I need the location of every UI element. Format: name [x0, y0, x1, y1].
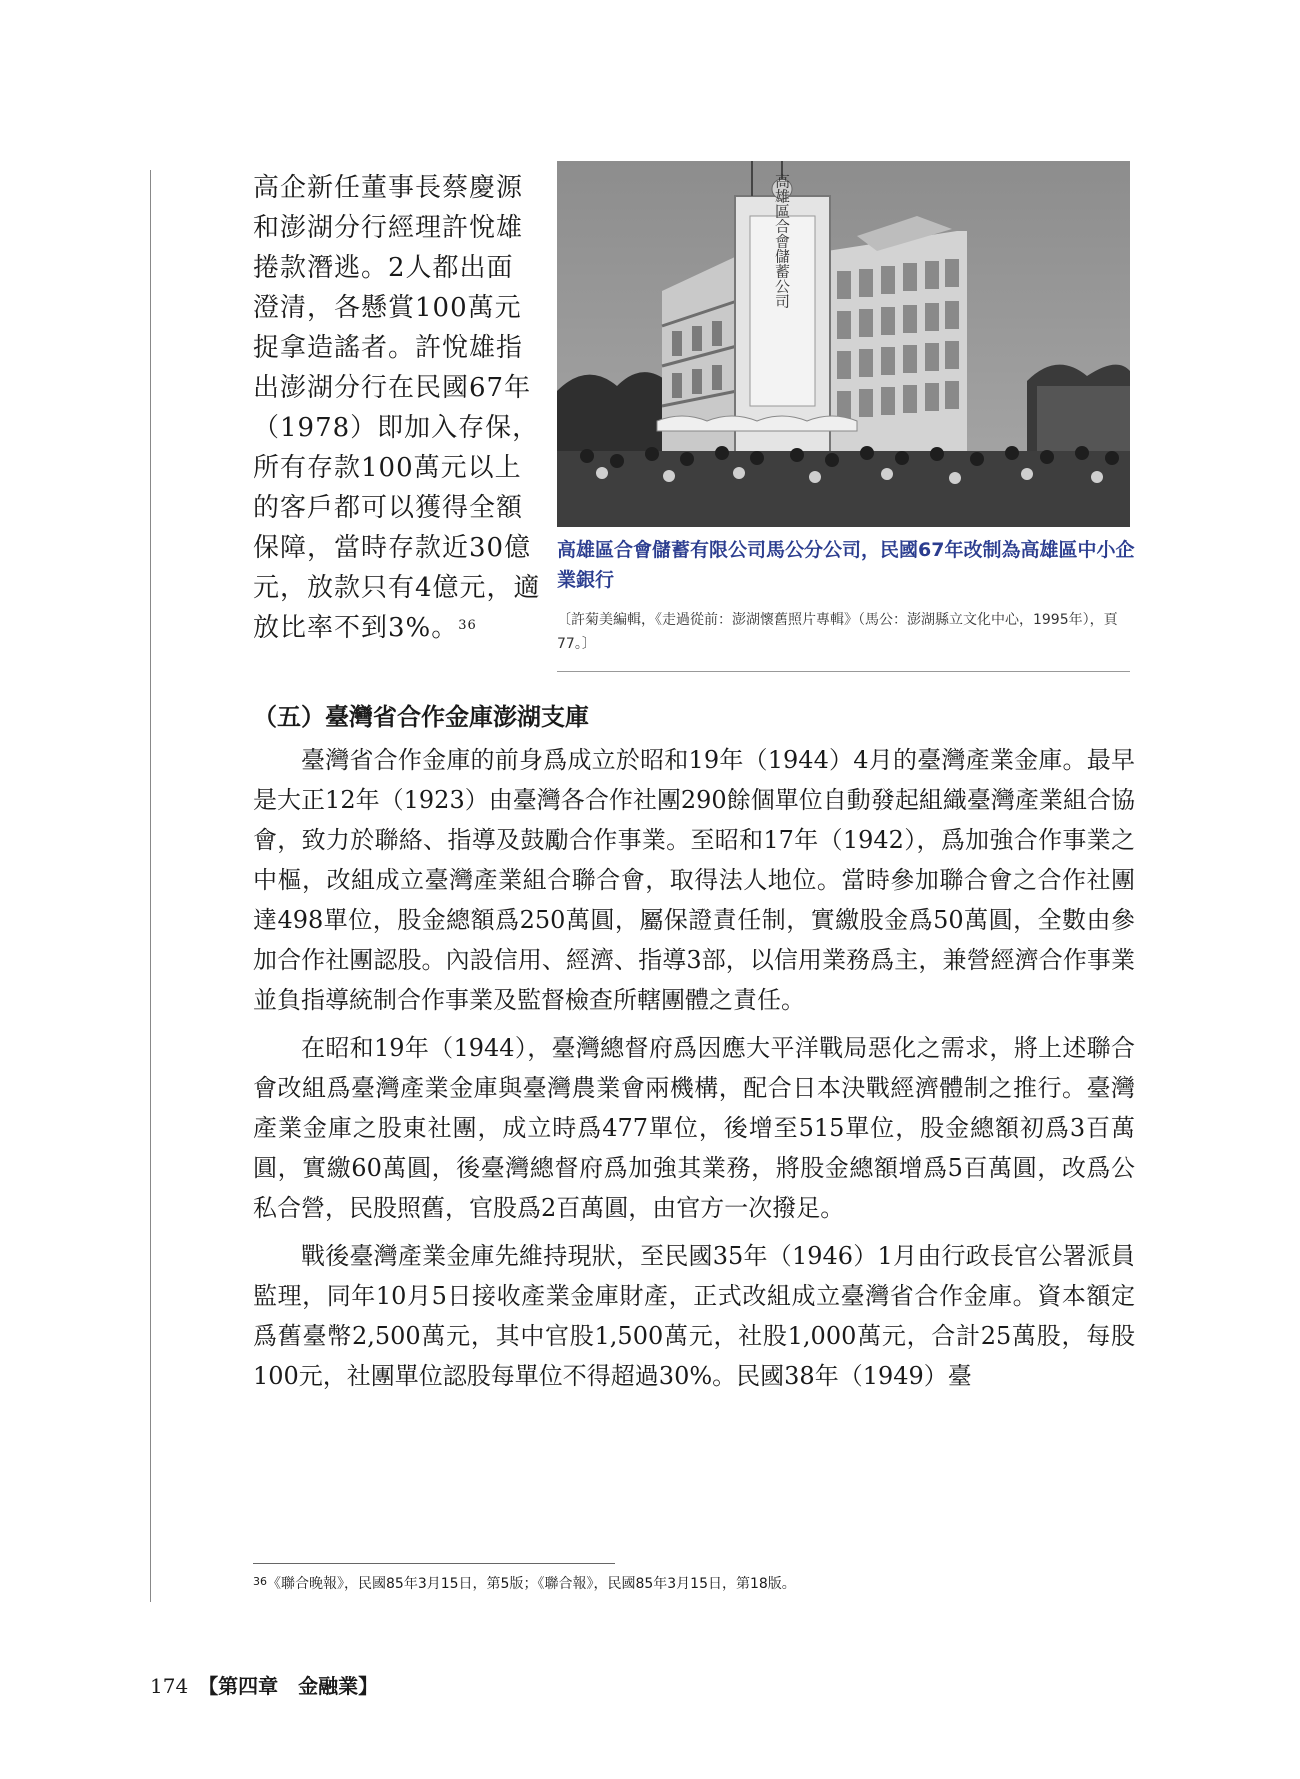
photo-caption: 高雄區合會儲蓄有限公司馬公分公司，民國67年改制為高雄區中小企業銀行	[557, 539, 1135, 591]
historical-photo	[557, 161, 1130, 527]
intro-line: （1978）即加入存保，	[253, 413, 540, 443]
footnote-divider	[253, 1563, 615, 1564]
intro-line: 的客戶都可以獲得全額	[253, 493, 524, 523]
intro-line: 元，放款只有4億元，適	[253, 573, 541, 603]
body-text	[253, 740, 1135, 1404]
section-heading: （五）臺灣省合作金庫澎湖支庫	[253, 702, 589, 731]
intro-column	[253, 168, 541, 648]
paragraph: 戰後臺灣產業金庫先維持現狀，至民國35年（1946）1月由行政長官公署派員監理，同年10月5日接收產業金庫財產，正式改組成立臺灣省合作金庫。資本額定爲舊臺幣2,500萬元，其中官股1,500萬元，社股1,000萬元，合計25萬股，每股100元，社團單位認股每單位不得超過30%。民國38年（1949）臺	[253, 1242, 1135, 1390]
chapter-title: 【第四章 金融業】	[198, 1674, 379, 1698]
paragraph: 在昭和19年（1944），臺灣總督府爲因應大平洋戰局惡化之需求，將上述聯合會改組爲臺灣產業金庫與臺灣農業會兩機構，配合日本決戰經濟體制之推行。臺灣產業金庫之股東社團，成立時爲477單位，後增至515單位，股金總額初爲3百萬圓，實繳60萬圓，後臺灣總督府爲加強其業務，將股金總額增爲5百萬圓，改爲公私合營，民股照舊，官股爲2百萬圓，由官方一次撥足。	[253, 1034, 1135, 1222]
photo-source: 〔許菊美編輯，《走過從前：澎湖懷舊照片專輯》（馬公：澎湖縣立文化中心，1995年），頁77。〕	[557, 612, 1118, 652]
margin-rule	[150, 170, 151, 1602]
building-sign-text: 高雄區合會儲蓄公司	[773, 173, 791, 309]
footnote-mark: 36	[253, 1575, 267, 1588]
intro-line-text: 放比率不到3%。	[253, 613, 459, 643]
page-footer	[150, 1670, 378, 1699]
intro-line: 捉拿造謠者。許悅雄指	[253, 333, 524, 363]
paragraph: 臺灣省合作金庫的前身爲成立於昭和19年（1944）4月的臺灣產業金庫。最早是大正12年（1923）由臺灣各合作社團290餘個單位自動發起組織臺灣產業組合協會，致力於聯絡、指導及鼓勵合作事業。至昭和17年（1942），爲加強合作事業之中樞，改組成立臺灣產業組合聯合會，取得法人地位。當時參加聯合會之合作社團達498單位，股金總額爲250萬圓，屬保證責任制，實繳股金爲50萬圓，全數由參加合作社團認股。內設信用、經濟、指導3部，以信用業務爲主，兼營經濟合作事業並負指導統制合作事業及監督檢查所轄團體之責任。	[253, 746, 1135, 1014]
page-number: 174	[150, 1674, 189, 1698]
footnote	[253, 1573, 1133, 1595]
intro-line: 和澎湖分行經理許悅雄	[253, 213, 524, 243]
caption-divider	[557, 671, 1130, 672]
intro-line: 捲款潛逃。2人都出面	[253, 253, 514, 283]
intro-line: 所有存款100萬元以上	[253, 453, 522, 483]
footnote-text: 《聯合晚報》，民國85年3月15日，第5版；《聯合報》，民國85年3月15日，第18版。	[267, 1576, 796, 1592]
intro-line: 高企新任董事長蔡慶源	[253, 173, 524, 203]
intro-line: 澄清，各懸賞100萬元	[253, 293, 522, 323]
footnote-ref[interactable]: 36	[458, 618, 477, 633]
intro-line-last	[253, 608, 528, 648]
intro-line: 出澎湖分行在民國67年	[253, 373, 532, 403]
intro-line: 保障，當時存款近30億	[253, 533, 532, 563]
